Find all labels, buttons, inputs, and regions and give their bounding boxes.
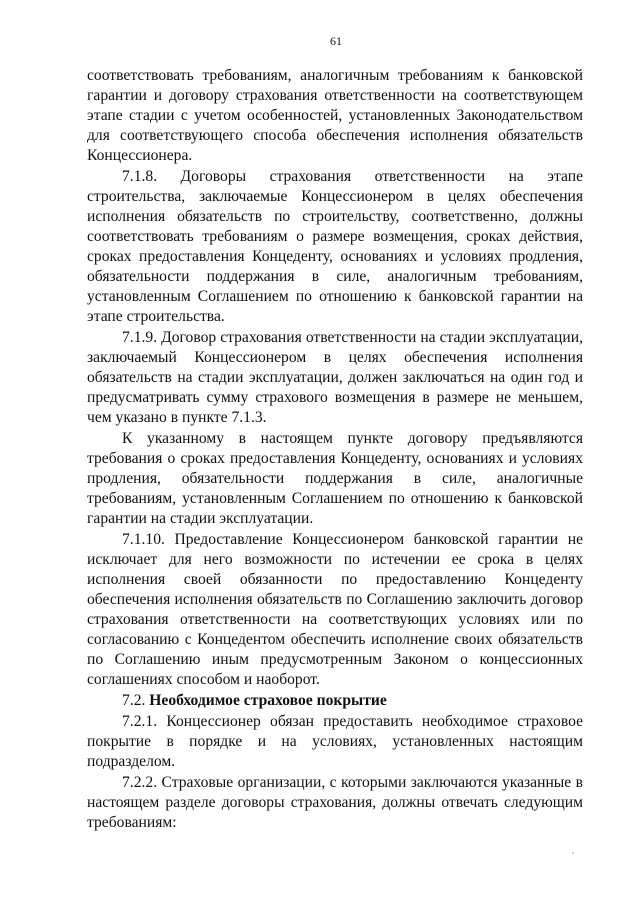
paragraph-7-1-10: 7.1.10. Предоставление Концессионером банковской гарантии не исключает для него возможности по истечении ее срока в целях исполнения своей обязанности по предоставлению Концеденту обеспечения исполнения обязательств по Соглашению заключить договор страхования ответственности на соответствующих условиях или по согласованию с Концедентом обеспечить исполнение своих обязательств по Соглашению иным предусмотренным Законом о концессионных соглашениях способом и наоборот. — [87, 531, 583, 688]
section-heading-7-2 — [87, 691, 583, 711]
paragraph-continuation: соответствовать требованиям, аналогичным требованиям к банковской гарантии и договору страхования ответственности на соответствующем этапе стадии с учетом особенностей, установленных Законодательством для соответствующего способа обеспечения исполнения обязательств Концессионера. — [87, 67, 583, 164]
paragraph-7-2-1: 7.2.1. Концессионер обязан предоставить необходимое страховое покрытие в порядке и на условиях, установленных настоящим подразделом. — [87, 713, 583, 770]
section-heading-number: 7.2. — [122, 692, 146, 709]
paragraph-7-1-8: 7.1.8. Договоры страхования ответственности на этапе строительства, заключаемые Концессионером в целях обеспечения исполнения обязательств по строительству, соответственно, должны соответствовать требованиям о размере возмещения, сроках действия, сроках предоставления Концеденту, основаниях и условиях продления, обязательности поддержания в силе, аналогичным требованиям, установленным Соглашением по отношению к банковской гарантии на этапе строительства. — [87, 168, 583, 325]
paragraph-7-1-9: 7.1.9. Договор страхования ответственности на стадии эксплуатации, заключаемый Концессионером в целях обеспечения исполнения обязательств на стадии эксплуатации, должен заключаться на один год и предусматривать сумму страхового возмещения в размере не меньшем, чем указано в пункте 7.1.3. — [87, 329, 583, 426]
paragraph-7-2-2: 7.2.2. Страховые организации, с которыми заключаются указанные в настоящем разделе договоры страхования, должны отвечать следующим требованиям: — [87, 774, 583, 831]
page-number: 61 — [330, 34, 342, 48]
section-heading-title: Необходимое страховое покрытие — [149, 692, 387, 709]
scan-speck — [572, 852, 574, 854]
paragraph-7-1-9-requirements: К указанному в настоящем пункте договору предъявляются требования о сроках предоставления Концеденту, основаниях и условиях продления, обязательности поддержания в силе, аналогичные требованиям, установленным Соглашением по отношению к банковской гарантии на стадии эксплуатации. — [87, 430, 583, 527]
